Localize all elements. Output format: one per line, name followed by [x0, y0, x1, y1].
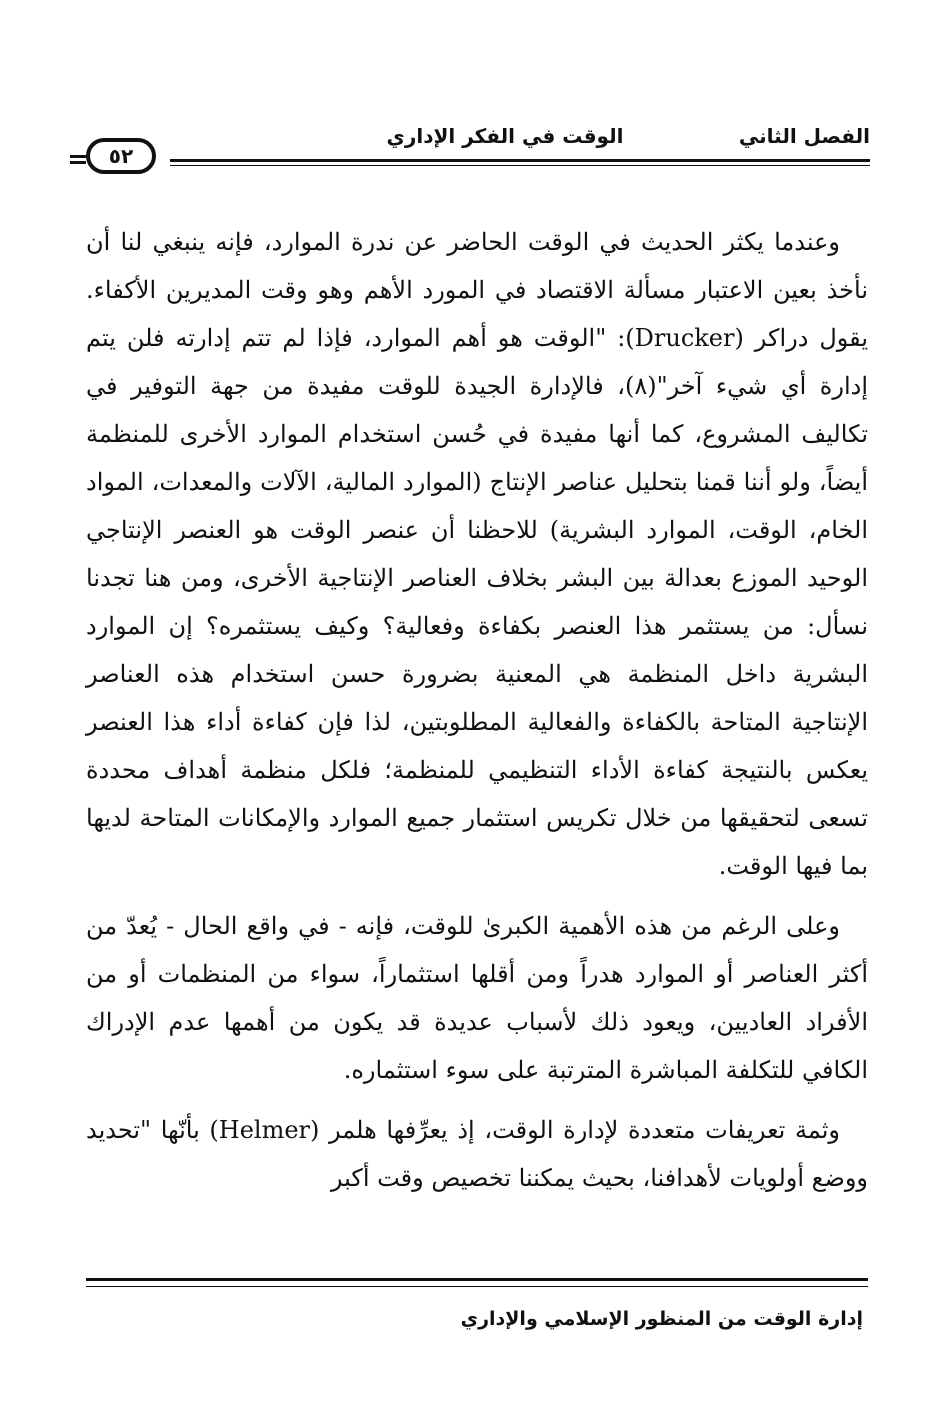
header-rule — [170, 159, 870, 162]
badge-dash-lower — [70, 161, 86, 164]
paragraph-1: وعندما يكثر الحديث في الوقت الحاضر عن ندرة الموارد، فإنه ينبغي لنا أن نأخذ بعين الاعتبار مسألة الاقتصاد في المورد الأهم وهو وقت المديرين الأكفاء. يقول دراكر (Drucker): "الوقت هو أهم الموارد، فإذا لم تتم إدارته فلن يتم إدارة أي شيء آخر"(٨)، فالإدارة الجيدة للوقت مفيدة من جهة التوفير في تكاليف المشروع، كما أنها مفيدة في حُسن استخدام الموارد الأخرى للمنظمة أيضاً، ولو أننا قمنا بتحليل عناصر الإنتاج (الموارد المالية، الآلات والمعدات، المواد الخام، الوقت، الموارد البشرية) للاحظنا أن عنصر الوقت هو العنصر الإنتاجي الوحيد الموزع بعدالة بين البشر بخلاف العناصر الإنتاجية الأخرى، ومن هنا تجدنا نسأل: من يستثمر هذا العنصر بكفاءة وفعالية؟ وكيف يستثمره؟ إن الموارد البشرية داخل المنظمة هي المعنية بضرورة حسن استخدام هذه العناصر الإنتاجية المتاحة بالكفاءة والفعالية المطلوبتين، لذا فإن كفاءة أداء هذا العنصر يعكس بالنتيجة كفاءة الأداء التنظيمي للمنظمة؛ فلكل منظمة أهداف محددة تسعى لتحقيقها من خلال تكريس استثمار جميع الموارد والإمكانات المتاحة لديها بما فيها الوقت. — [86, 228, 868, 880]
running-title: الوقت في الفكر الإداري — [386, 124, 624, 148]
paragraph-2: وعلى الرغم من هذه الأهمية الكبرىٰ للوقت، فإنه - في واقع الحال - يُعدّ من أكثر العناصر أو الموارد هدراً ومن أقلها استثماراً، سواء من المنظمات أو من الأفراد العاديين، ويعود ذلك لأسباب عديدة قد يكون من أهمها عدم الإدراك الكافي للتكلفة المباشرة المترتبة على سوء استثماره. — [86, 912, 868, 1084]
page-number: ٥٢ — [108, 144, 134, 168]
header-rule-thin — [170, 165, 870, 166]
book-title-footer: إدارة الوقت من المنظور الإسلامي والإداري — [460, 1308, 863, 1330]
page-header — [70, 118, 870, 188]
page-number-badge — [86, 138, 156, 174]
body-text — [86, 218, 868, 1214]
footer-rule-thin — [86, 1286, 868, 1287]
footer-rule — [86, 1278, 868, 1281]
paragraph-3: وثمة تعريفات متعددة لإدارة الوقت، إذ يعرِّفها هلمر (Helmer) بأنّها "تحديد ووضع أولويات لأهدافنا، بحيث يمكننا تخصيص وقت أكبر — [86, 1116, 868, 1192]
badge-dash — [70, 155, 86, 158]
chapter-title: الفصل الثاني — [738, 124, 870, 148]
